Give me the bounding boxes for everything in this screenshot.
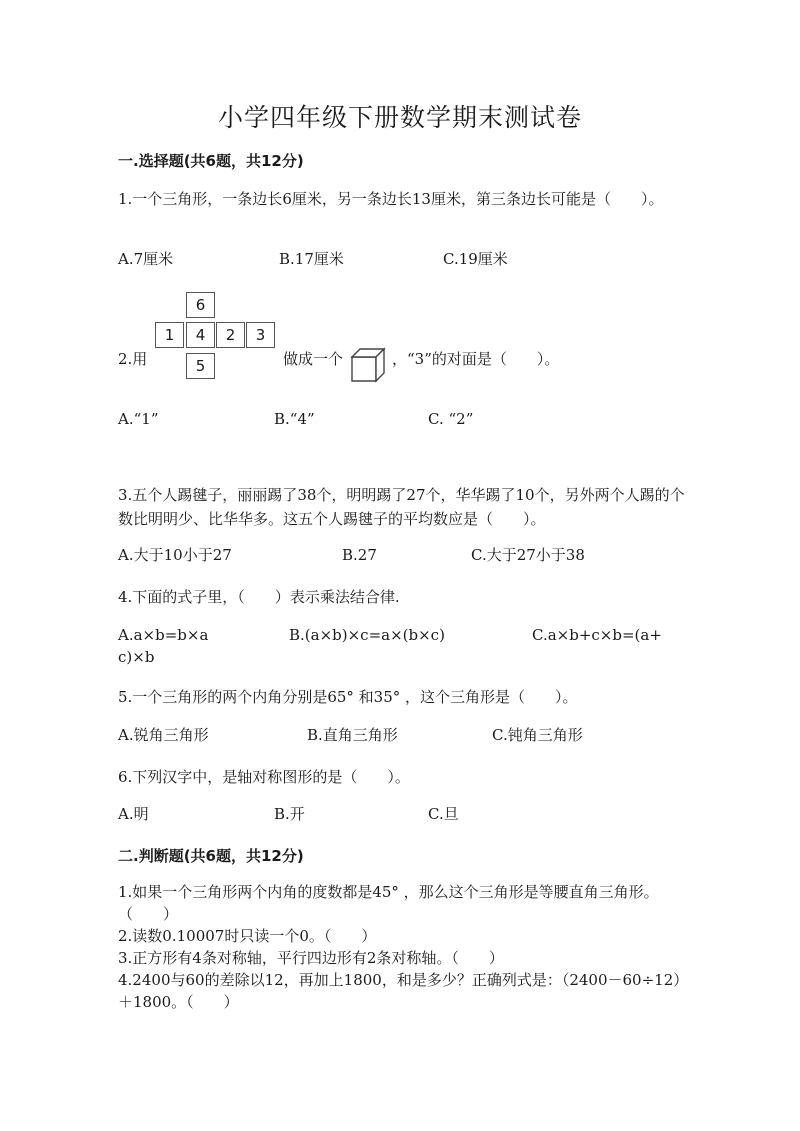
q5-option-c[interactable]: C.钝角三角形 [492, 726, 583, 744]
q6-option-b[interactable]: B.开 [274, 805, 305, 823]
tf-question-2: 2.读数0.10007时只读一个0。（ ） [118, 927, 377, 945]
question-3: 3.五个人踢毽子，丽丽踢了38个，明明踢了27个，华华踢了10个，另外两个人踢的个数比明明少、比华华多。这五个人踢毽子的平均数应是（ ）。 [118, 486, 685, 528]
question-1: 1.一个三角形，一条边长6厘米，另一条边长13厘米，第三条边长可能是（ ）。 [118, 190, 664, 208]
q3-option-a[interactable]: A.大于10小于27 [118, 546, 232, 564]
net-face: 2 [216, 322, 245, 348]
question-2-suffix: ，“3”的对面是（ ）。 [392, 350, 560, 368]
q4-option-c-continued: c)×b [118, 648, 155, 666]
q2-option-a[interactable]: A.“1” [118, 410, 159, 428]
q4-option-b[interactable]: B.(a×b)×c=a×(b×c) [289, 626, 445, 644]
question-2-middle: 做成一个 [283, 350, 344, 368]
net-face: 5 [186, 353, 215, 379]
tf-question-4: 4.2400与60的差除以12，再加上1800，和是多少？正确列式是：（2400－60÷12）＋1800。（ ） [118, 971, 681, 1011]
q3-option-b[interactable]: B.27 [342, 546, 377, 564]
page-title: 小学四年级下册数学期末测试卷 [217, 103, 582, 132]
q5-option-b[interactable]: B.直角三角形 [307, 726, 398, 744]
section-heading-true-false: 二.判断题(共6题，共12分) [118, 847, 304, 865]
q3-option-c[interactable]: C.大于27小于38 [471, 546, 585, 564]
q4-option-a[interactable]: A.a×b=b×a [118, 626, 209, 644]
question-5: 5.一个三角形的两个内角分别是65° 和35° ，这个三角形是（ ）。 [118, 688, 578, 706]
q4-option-c[interactable]: C.a×b+c×b=(a+ [532, 626, 662, 644]
tf-question-3: 3.正方形有4条对称轴，平行四边形有2条对称轴。（ ） [118, 949, 504, 967]
question-6: 6.下列汉字中，是轴对称图形的是（ ）。 [118, 768, 410, 786]
net-face: 1 [155, 322, 184, 348]
q6-option-c[interactable]: C.旦 [428, 805, 459, 823]
q2-option-c[interactable]: C. “2” [428, 410, 474, 428]
q1-option-b[interactable]: B.17厘米 [279, 250, 344, 268]
net-face: 4 [186, 322, 215, 348]
section-heading-choice: 一.选择题(共6题，共12分) [118, 152, 304, 170]
q6-option-a[interactable]: A.明 [118, 805, 149, 823]
q1-option-c[interactable]: C.19厘米 [443, 250, 508, 268]
cube-icon [350, 347, 386, 383]
net-face: 3 [246, 322, 275, 348]
question-4: 4.下面的式子里，（ ）表示乘法结合律. [118, 588, 400, 606]
net-face: 6 [186, 292, 215, 318]
question-2-prefix: 2.用 [118, 350, 148, 368]
q1-option-a[interactable]: A.7厘米 [118, 250, 174, 268]
q5-option-a[interactable]: A.锐角三角形 [118, 726, 209, 744]
q2-option-b[interactable]: B.“4” [274, 410, 315, 428]
tf-question-1: 1.如果一个三角形两个内角的度数都是45° ，那么这个三角形是等腰直角三角形。（ ） [118, 883, 659, 923]
